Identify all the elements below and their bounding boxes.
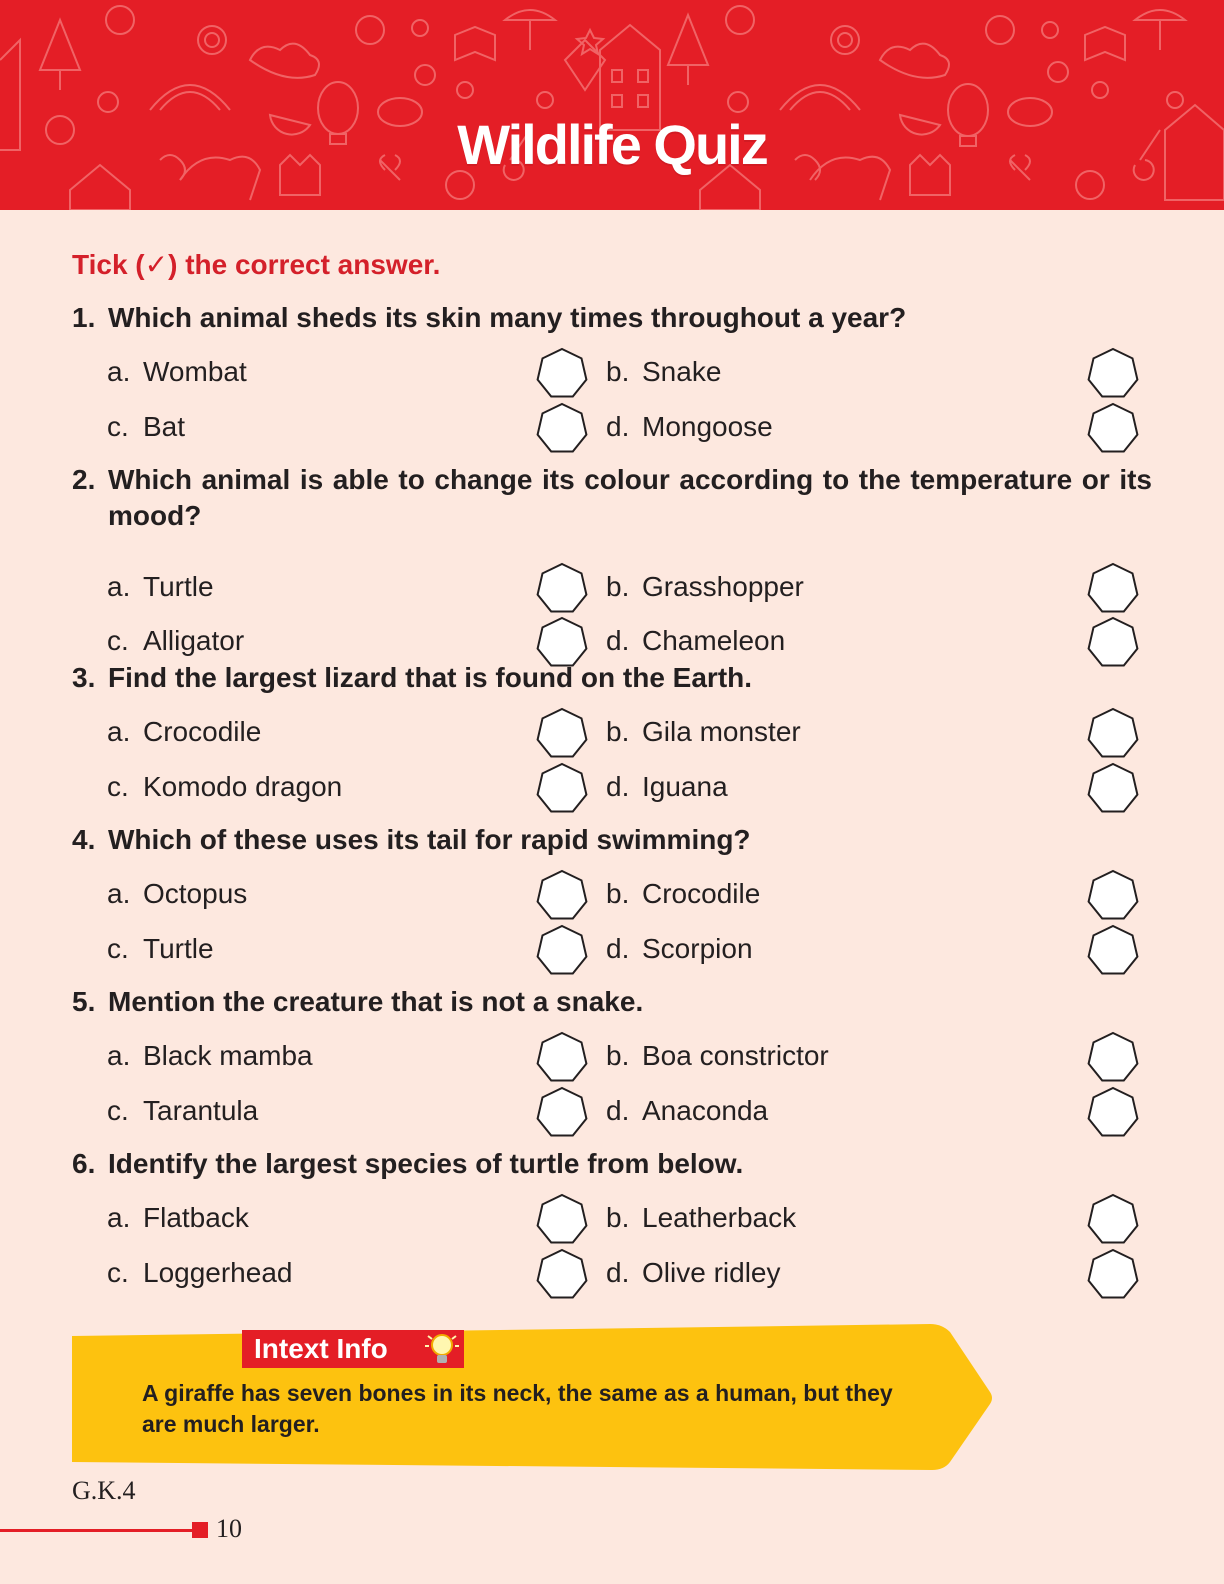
option-letter: c. xyxy=(107,1257,129,1288)
option-1-d xyxy=(606,410,773,444)
option-2-b xyxy=(606,570,804,604)
answer-checkbox[interactable] xyxy=(535,562,589,616)
answer-checkbox[interactable] xyxy=(535,707,589,761)
answer-checkbox[interactable] xyxy=(535,924,589,978)
header-banner xyxy=(0,0,1224,210)
answer-checkbox[interactable] xyxy=(535,869,589,923)
option-text: Tarantula xyxy=(143,1095,259,1126)
question-number: 2. xyxy=(72,464,96,495)
option-letter: a. xyxy=(107,356,131,387)
intext-info-text: A giraffe has seven bones in its neck, the same as a human, but they are much larger. xyxy=(142,1380,893,1437)
option-6-a xyxy=(107,1201,249,1235)
option-3-b xyxy=(606,715,801,749)
option-1-a xyxy=(107,355,247,389)
question-5 xyxy=(72,984,1152,1020)
footer-marker xyxy=(192,1522,208,1538)
option-letter: b. xyxy=(606,716,630,747)
option-3-a xyxy=(107,715,261,749)
option-6-d xyxy=(606,1256,780,1290)
answer-checkbox[interactable] xyxy=(535,402,589,456)
question-4 xyxy=(72,822,1152,858)
option-4-c xyxy=(107,932,214,966)
option-text: Alligator xyxy=(143,625,245,656)
option-text: Olive ridley xyxy=(642,1257,781,1288)
option-text: Chameleon xyxy=(642,625,786,656)
question-text: Find the largest lizard that is found on the Earth. xyxy=(108,662,753,693)
option-1-b xyxy=(606,355,721,389)
answer-checkbox[interactable] xyxy=(535,762,589,816)
option-letter: d. xyxy=(606,771,630,802)
question-number: 1. xyxy=(72,302,96,333)
option-letter: d. xyxy=(606,625,630,656)
option-4-a xyxy=(107,877,247,911)
answer-checkbox[interactable] xyxy=(1086,562,1140,616)
option-text: Grasshopper xyxy=(642,571,804,602)
option-text: Anaconda xyxy=(642,1095,769,1126)
option-3-d xyxy=(606,770,728,804)
option-6-b xyxy=(606,1201,796,1235)
option-text: Leatherback xyxy=(642,1202,797,1233)
option-text: Black mamba xyxy=(143,1040,313,1071)
intext-info-box xyxy=(72,1322,996,1474)
option-text: Flatback xyxy=(143,1202,249,1233)
question-text: Identify the largest species of turtle from below. xyxy=(108,1148,744,1179)
option-4-d xyxy=(606,932,753,966)
answer-checkbox[interactable] xyxy=(535,1248,589,1302)
option-text: Loggerhead xyxy=(143,1257,293,1288)
option-2-d xyxy=(606,624,785,658)
option-text: Crocodile xyxy=(143,716,262,747)
intext-info-label: Intext Info xyxy=(242,1330,464,1368)
question-1 xyxy=(72,300,1152,336)
option-letter: b. xyxy=(606,1040,630,1071)
question-number: 6. xyxy=(72,1148,96,1179)
option-letter: c. xyxy=(107,933,129,964)
option-letter: c. xyxy=(107,771,129,802)
answer-checkbox[interactable] xyxy=(1086,1031,1140,1085)
page-title: Wildlife Quiz xyxy=(457,113,767,176)
option-letter: b. xyxy=(606,356,630,387)
question-3 xyxy=(72,660,1152,696)
option-text: Mongoose xyxy=(642,411,773,442)
answer-checkbox[interactable] xyxy=(1086,762,1140,816)
question-number: 3. xyxy=(72,662,96,693)
option-text: Iguana xyxy=(642,771,728,802)
option-letter: d. xyxy=(606,933,630,964)
option-4-b xyxy=(606,877,760,911)
footer-rule xyxy=(0,1529,196,1532)
instruction-text: Tick (✓) the correct answer. xyxy=(72,249,441,280)
answer-checkbox[interactable] xyxy=(1086,924,1140,978)
lightbulb-icon xyxy=(422,1330,462,1368)
option-2-a xyxy=(107,570,214,604)
answer-checkbox[interactable] xyxy=(535,1193,589,1247)
book-code: G.K.4 xyxy=(72,1476,136,1505)
option-letter: a. xyxy=(107,1202,131,1233)
answer-checkbox[interactable] xyxy=(535,1031,589,1085)
option-letter: a. xyxy=(107,878,131,909)
option-letter: b. xyxy=(606,878,630,909)
option-letter: c. xyxy=(107,1095,129,1126)
answer-checkbox[interactable] xyxy=(1086,1248,1140,1302)
option-text: Wombat xyxy=(143,356,247,387)
option-letter: d. xyxy=(606,411,630,442)
answer-checkbox[interactable] xyxy=(1086,1086,1140,1140)
answer-checkbox[interactable] xyxy=(1086,1193,1140,1247)
question-number: 5. xyxy=(72,986,96,1017)
option-5-d xyxy=(606,1094,768,1128)
option-text: Boa constrictor xyxy=(642,1040,829,1071)
question-text: Which of these uses its tail for rapid swimming? xyxy=(108,824,751,855)
option-5-b xyxy=(606,1039,829,1073)
option-5-c xyxy=(107,1094,258,1128)
option-text: Komodo dragon xyxy=(143,771,343,802)
answer-checkbox[interactable] xyxy=(1086,347,1140,401)
option-6-c xyxy=(107,1256,292,1290)
option-letter: b. xyxy=(606,571,630,602)
question-2 xyxy=(72,462,1152,534)
option-letter: b. xyxy=(606,1202,630,1233)
question-6 xyxy=(72,1146,1152,1182)
option-5-a xyxy=(107,1039,313,1073)
question-text: Which animal is able to change its colour according to the temperature or its mood? xyxy=(108,464,1152,531)
answer-checkbox[interactable] xyxy=(1086,402,1140,456)
option-letter: c. xyxy=(107,411,129,442)
option-letter: d. xyxy=(606,1257,630,1288)
option-text: Snake xyxy=(642,356,722,387)
option-1-c xyxy=(107,410,185,444)
answer-checkbox[interactable] xyxy=(1086,869,1140,923)
page-number: 10 xyxy=(216,1514,242,1543)
option-letter: a. xyxy=(107,1040,131,1071)
option-text: Gila monster xyxy=(642,716,801,747)
answer-checkbox[interactable] xyxy=(535,347,589,401)
option-letter: a. xyxy=(107,571,131,602)
option-text: Turtle xyxy=(143,933,214,964)
option-letter: d. xyxy=(606,1095,630,1126)
option-3-c xyxy=(107,770,342,804)
option-letter: a. xyxy=(107,716,131,747)
option-text: Octopus xyxy=(143,878,248,909)
question-text: Mention the creature that is not a snake. xyxy=(108,986,644,1017)
question-number: 4. xyxy=(72,824,96,855)
question-text: Which animal sheds its skin many times throughout a year? xyxy=(108,302,907,333)
option-text: Bat xyxy=(143,411,186,442)
option-text: Crocodile xyxy=(642,878,761,909)
option-2-c xyxy=(107,624,244,658)
doodle-pattern xyxy=(0,0,1224,210)
option-letter: c. xyxy=(107,625,129,656)
option-text: Turtle xyxy=(143,571,214,602)
answer-checkbox[interactable] xyxy=(535,1086,589,1140)
answer-checkbox[interactable] xyxy=(1086,707,1140,761)
option-text: Scorpion xyxy=(642,933,753,964)
